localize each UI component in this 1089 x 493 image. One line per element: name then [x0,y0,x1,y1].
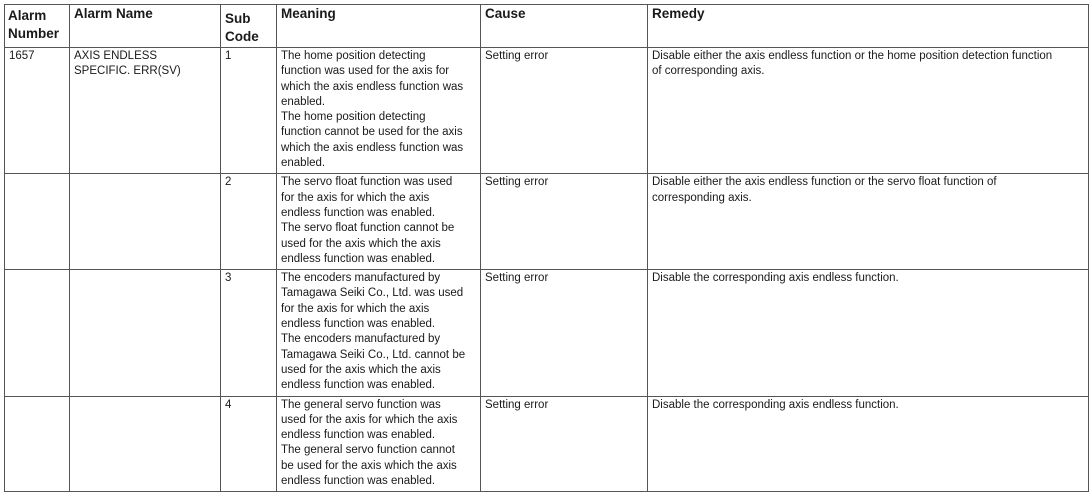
header-sub-code-line: Sub [225,11,251,26]
alarm-number-cell: 1657 [5,48,70,174]
sub-code-cell: 1 [221,48,277,174]
header-meaning: Meaning [277,5,481,48]
meaning-line: function was used for the axis for [281,65,450,78]
cause-cell: Setting error [481,396,648,492]
meaning-line: Tamagawa Seiki Co., Ltd. was used [281,287,464,300]
sub-code-cell: 3 [221,270,277,396]
header-row [5,5,1089,48]
header-alarm-number [5,5,70,48]
meaning-line: for the axis for which the axis [281,191,430,204]
meaning-cell [277,396,481,492]
meaning-line: endless function was enabled. [281,475,436,488]
header-alarm-number-line: Alarm [8,8,47,23]
alarm-name-cell [70,174,221,270]
meaning-cell [277,48,481,174]
header-cause: Cause [481,5,648,48]
meaning-line: enabled. [281,157,326,170]
header-remedy: Remedy [648,5,1089,48]
remedy-line: Disable either the axis endless function or the servo float function of [652,176,997,189]
remedy-line: corresponding axis. [652,191,752,204]
meaning-line: function cannot be used for the axis [281,126,463,139]
meaning-line: be used for the axis which the axis [281,459,457,472]
meaning-line: Tamagawa Seiki Co., Ltd. cannot be [281,348,466,361]
alarm-name-cell [70,270,221,396]
alarm-number-cell [5,396,70,492]
meaning-line: endless function was enabled. [281,206,436,219]
meaning-cell [277,174,481,270]
remedy-line: of corresponding axis. [652,65,765,78]
meaning-line: The general servo function cannot [281,444,455,457]
meaning-line: used for the axis which the axis [281,363,441,376]
meaning-line: used for the axis for which the axis [281,413,458,426]
alarm-number-cell [5,270,70,396]
meaning-cell [277,270,481,396]
table-row [5,48,1089,174]
remedy-cell [648,396,1089,492]
sub-code-cell: 2 [221,174,277,270]
table-row [5,396,1089,492]
meaning-line: The encoders manufactured by [281,272,441,285]
alarm-name-cell [70,396,221,492]
remedy-line: Disable the corresponding axis endless function. [652,398,899,411]
meaning-line: The home position detecting [281,50,426,62]
alarm-table [4,4,1089,492]
meaning-line: endless function was enabled. [281,379,436,392]
meaning-line: which the axis endless function was [281,141,464,154]
sub-code-cell: 4 [221,396,277,492]
alarm-name-line: SPECIFIC. ERR(SV) [74,65,181,78]
meaning-line: The servo float function was used [281,176,453,189]
meaning-line: The servo float function cannot be [281,222,455,235]
cause-cell: Setting error [481,48,648,174]
header-sub-code-line: Code [225,29,259,44]
meaning-line: endless function was enabled. [281,252,436,265]
alarm-number-cell [5,174,70,270]
header-alarm-number-line: Number [8,26,60,41]
cause-cell: Setting error [481,270,648,396]
remedy-line: Disable either the axis endless function or the home position detection function [652,50,1053,62]
meaning-line: The encoders manufactured by [281,333,441,346]
meaning-line: endless function was enabled. [281,429,436,442]
meaning-line: The home position detecting [281,111,426,124]
table-row [5,174,1089,270]
meaning-line: The general servo function was [281,398,441,411]
cause-cell: Setting error [481,174,648,270]
meaning-line: for the axis for which the axis [281,302,430,315]
meaning-line: endless function was enabled. [281,318,436,331]
remedy-cell [648,270,1089,396]
alarm-name-cell [70,48,221,174]
meaning-line: used for the axis which the axis [281,237,441,250]
table-row [5,270,1089,396]
meaning-line: which the axis endless function was [281,80,464,93]
header-sub-code [221,5,277,48]
remedy-cell [648,48,1089,174]
meaning-line: enabled. [281,95,326,108]
header-alarm-name: Alarm Name [70,5,221,48]
remedy-cell [648,174,1089,270]
alarm-name-line: AXIS ENDLESS [74,50,158,62]
remedy-line: Disable the corresponding axis endless function. [652,272,899,285]
